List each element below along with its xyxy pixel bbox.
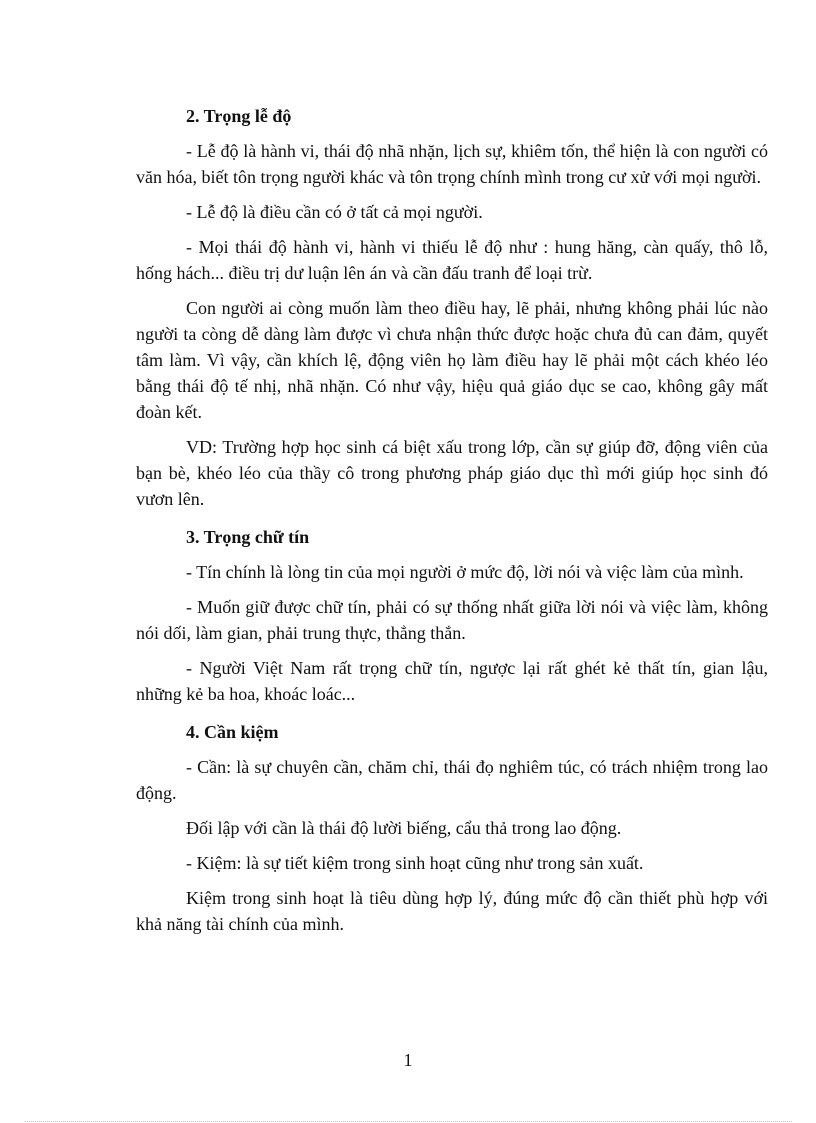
paragraph: Con người ai còng muốn làm theo điều hay, lẽ phải, nhưng không phải lúc nào người ta còng dễ dàng làm được vì chưa nhận thức được hoặc chưa đủ can đảm, quyết tâm làm. Vì vậy, cần khích lệ, động viên họ làm điều hay lẽ phải một cách khéo léo bằng thái độ tế nhị, nhã nhặn. Có như vậy, hiệu quả giáo dục se cao, không gây mất đoàn kết. bbox=[136, 298, 768, 422]
paragraph: - Tín chính là lòng tin của mọi người ở mức độ, lời nói và việc làm của mình. bbox=[186, 562, 744, 582]
section-heading: 4. Cần kiệm bbox=[186, 722, 279, 742]
paragraph: Kiệm trong sinh hoạt là tiêu dùng hợp lý, đúng mức độ cần thiết phù hợp với khả năng tài chính của mình. bbox=[136, 888, 768, 934]
paragraph: - Muốn giữ được chữ tín, phải có sự thống nhất giữa lời nói và việc làm, không nói dối, làm gian, phải trung thực, thẳng thắn. bbox=[136, 597, 768, 643]
section-trong-le-do bbox=[136, 103, 768, 512]
paragraph: - Lễ độ là điều cần có ở tất cả mọi người. bbox=[186, 202, 483, 222]
example-paragraph: VD: Trường hợp học sinh cá biệt xấu trong lớp, cần sự giúp đỡ, động viên của bạn bè, khéo léo của thầy cô trong phương pháp giáo dục thì mới giúp học sinh đó vươn lên. bbox=[136, 437, 768, 509]
paragraph: - Mọi thái độ hành vi, hành vi thiếu lễ độ như : hung hăng, càn quấy, thô lỗ, hống hách... điều trị dư luận lên án và cần đấu tranh để loại trừ. bbox=[136, 237, 768, 283]
paragraph: - Kiệm: là sự tiết kiệm trong sinh hoạt cũng như trong sản xuất. bbox=[186, 853, 644, 873]
paragraph: - Người Việt Nam rất trọng chữ tín, ngược lại rất ghét kẻ thất tín, gian lậu, những kẻ ba hoa, khoác loác... bbox=[136, 658, 768, 704]
section-trong-chu-tin bbox=[136, 524, 768, 707]
paragraph: - Lễ độ là hành vi, thái độ nhã nhặn, lịch sự, khiêm tốn, thể hiện là con người có văn hóa, biết tôn trọng người khác và tôn trọng chính mình trong cư xử với mọi người. bbox=[136, 141, 768, 187]
page-number: 1 bbox=[403, 1050, 413, 1070]
document-page-body bbox=[136, 103, 768, 946]
section-can-kiem bbox=[136, 719, 768, 937]
section-heading: 2. Trọng lễ độ bbox=[186, 106, 292, 126]
page-break-divider bbox=[25, 1121, 792, 1122]
paragraph: Đối lập với cần là thái độ lười biếng, cẩu thả trong lao động. bbox=[186, 818, 622, 838]
section-heading: 3. Trọng chữ tín bbox=[186, 527, 310, 547]
paragraph: - Cần: là sự chuyên cần, chăm chỉ, thái đọ nghiêm túc, có trách nhiệm trong lao động. bbox=[136, 757, 768, 803]
